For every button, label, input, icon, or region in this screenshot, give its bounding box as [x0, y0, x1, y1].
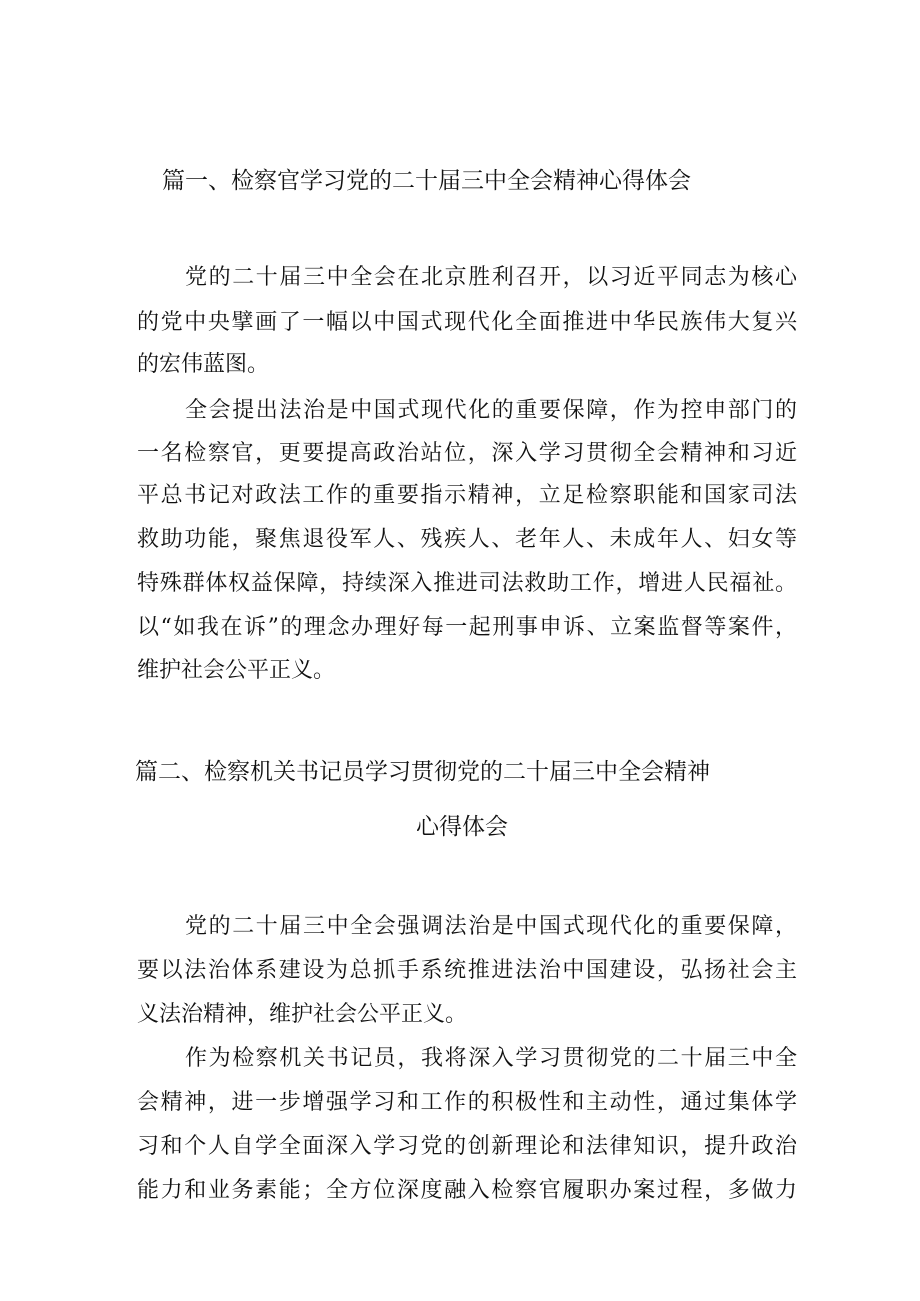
section-2-title-line-2: 心得体会 — [416, 814, 508, 840]
section-2-para-2-line-2: 会精神，进一步增强学习和工作的积极性和主动性，通过集体学 — [137, 1090, 797, 1115]
section-1-para-1-line-3: 的宏伟蓝图。 — [137, 352, 270, 377]
section-2-para-1-line-1: 党的二十届三中全会强调法治是中国式现代化的重要保障， — [185, 914, 797, 939]
section-1-title: 篇一、检察官学习党的二十届三中全会精神心得体会 — [162, 168, 691, 194]
section-2-para-2-line-1: 作为检察机关书记员，我将深入学习贯彻党的二十届三中全 — [185, 1046, 797, 1071]
section-1-para-1-line-1: 党的二十届三中全会在北京胜利召开，以习近平同志为核心 — [185, 265, 797, 290]
section-1-para-2-line-1: 全会提出法治是中国式现代化的重要保障，作为控申部门的 — [185, 398, 797, 423]
section-1-para-1-line-2: 的党中央擘画了一幅以中国式现代化全面推进中华民族伟大复兴 — [137, 310, 797, 335]
section-1-para-2-line-5: 特殊群体权益保障，持续深入推进司法救助工作，增进人民福祉。 — [137, 571, 797, 596]
section-2-para-2-line-3: 习和个人自学全面深入学习党的创新理论和法律知识，提升政治 — [137, 1134, 797, 1159]
section-1-para-2-line-7: 维护社会公平正义。 — [137, 658, 336, 683]
section-2-para-1-line-2: 要以法治体系建设为总抓手系统推进法治中国建设，弘扬社会主 — [137, 958, 797, 983]
section-2-para-2-line-4: 能力和业务素能；全方位深度融入检察官履职办案过程，多做力 — [137, 1178, 797, 1203]
section-2-para-1-line-3: 义法治精神，维护社会公平正义。 — [137, 1002, 468, 1027]
section-1-para-2-line-4: 救助功能，聚焦退役军人、残疾人、老年人、未成年人、妇女等 — [137, 527, 797, 552]
section-1-para-2-line-3: 平总书记对政法工作的重要指示精神，立足检察职能和国家司法 — [137, 483, 797, 508]
section-1-para-2-line-2: 一名检察官，更要提高政治站位，深入学习贯彻全会精神和习近 — [137, 441, 797, 466]
section-1-para-2-line-6: 以“如我在诉”的理念办理好每一起刑事申诉、立案监督等案件， — [137, 615, 797, 640]
section-2-title-line-1: 篇二、检察机关书记员学习贯彻党的二十届三中全会精神 — [135, 759, 710, 785]
